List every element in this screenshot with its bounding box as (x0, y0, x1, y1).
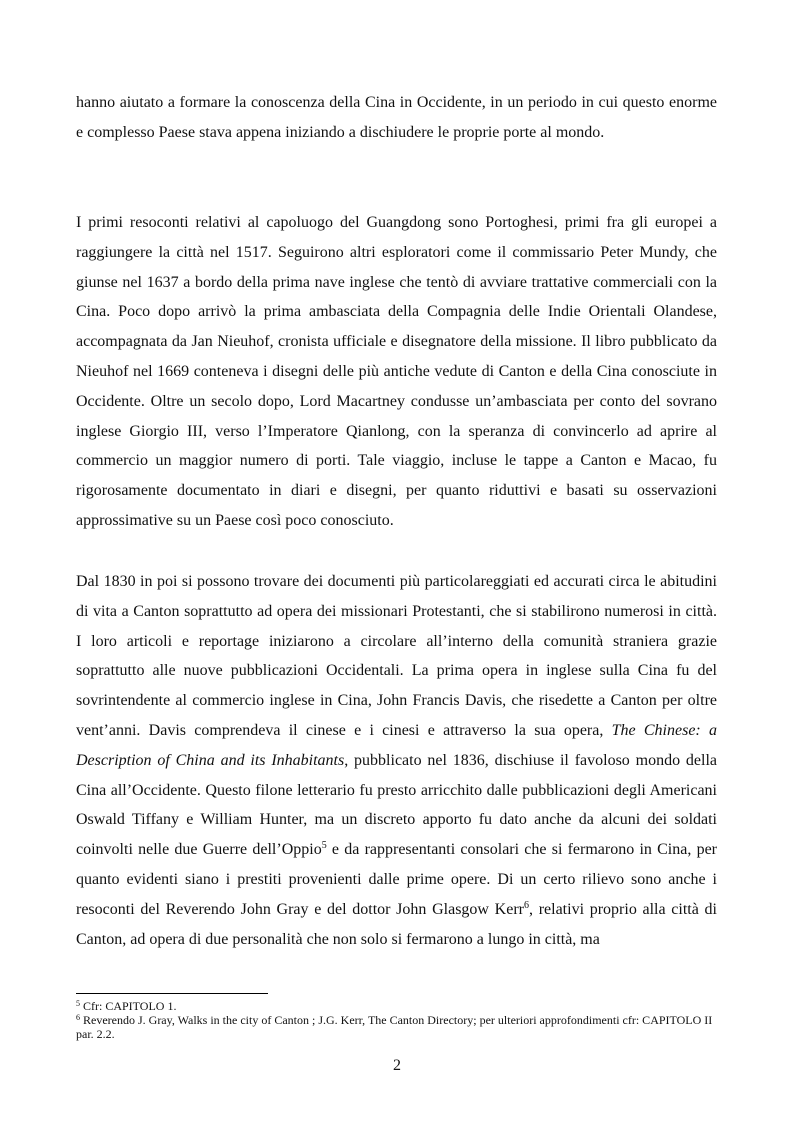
paragraph-2-text: I primi resoconti relativi al capoluogo del Guangdong sono Portoghesi, primi fra gli europei a raggiungere la città nel 1517. Seguirono altri esploratori come il commissario Peter Mundy, che giunse nel 1637 a bordo della prima nave inglese che tentò di avviare trattative commerciali con la Cina. Poco dopo arrivò la prima ambasciata della Compagnia delle Indie Orientali Olandese, accompagnata da Jan Nieuhof, cronista ufficiale e disegnatore della missione. Il libro pubblicato da Nieuhof nel 1669 conteneva i disegni delle più antiche vedute di Canton e della Cina conosciute in Occidente. Oltre un secolo dopo, Lord Macartney condusse un’ambasciata per conto del sovrano inglese Giorgio III, verso l’Imperatore Qianlong, con la speranza di convincerlo ad aprire al commercio un maggior numero di porti. Tale viaggio, incluse le tappe a Canton e Macao, fu rigorosamente documentato in diari e disegni, per quanto riduttivi e basati su osservazioni approssimative su un Paese così poco conosciuto. (76, 214, 717, 529)
footnote-ref-5[interactable]: 5 (321, 840, 327, 852)
page-number: 2 (393, 1057, 401, 1074)
footnote-text: Cfr: CAPITOLO 1. (80, 999, 177, 1013)
paragraph-3-text-part-4: , relativi proprio alla città di Canton, ad opera di due personalità che non solo si fermarono a lungo in città, ma (76, 900, 717, 948)
footnotes (76, 999, 717, 1041)
paragraph-3 (76, 567, 717, 954)
footnote-6 (76, 1013, 717, 1041)
paragraph-1 (76, 88, 717, 148)
paragraph-3-text-part-3: e da rappresentanti consolari che si fermarono in Cina, per quanto evidenti siano i prestiti provenienti dalle prime opere. Di un certo rilievo sono anche i resoconti del Reverendo John Gray e del dottor John Glasgow Kerr (76, 841, 718, 918)
footnote-5 (76, 999, 717, 1013)
paragraph-3-text-part-1: Dal 1830 in poi si possono trovare dei documenti più particolareggiati ed accurati circa le abitudini di vita a Canton soprattutto ad opera dei missionari Protestanti, che si stabilirono numerosi in città. I loro articoli e reportage iniziarono a circolare all’interno della comunità straniera grazie soprattutto alle nuove pubblicazioni Occidentali. La prima opera in inglese sulla Cina fu del sovrintendente al commercio inglese in Cina, John Francis Davis, che risedette a Canton per oltre vent’anni. Davis comprendeva il cinese e i cinesi e attraverso la sua opera, (76, 573, 717, 739)
footnote-number: 5 (76, 999, 80, 1008)
paragraph-3-text-part-2: , pubblicato nel 1836, dischiuse il favoloso mondo della Cina all’Occidente. Questo filone letterario fu presto arricchito dalle pubblicazioni degli Americani Oswald Tiffany e William Hunter, ma un discreto apporto fu dato anche da alcuni dei soldati coinvolti nelle due Guerre dell’Oppio (76, 751, 717, 859)
footnote-number: 6 (76, 1013, 80, 1022)
footnote-separator (76, 993, 268, 994)
footnote-ref-6[interactable]: 6 (524, 899, 529, 911)
book-title: The Chinese: a Description of China and its Inhabitants (76, 721, 718, 769)
paragraph-1-text: hanno aiutato a formare la conoscenza della Cina in Occidente, in un periodo in cui questo enorme e complesso Paese stava appena iniziando a dischiudere le proprie porte al mondo. (76, 94, 717, 141)
paragraph-2 (76, 208, 717, 536)
footnote-text: Reverendo J. Gray, Walks in the city of Canton ; J.G. Kerr, The Canton Directory; per ulteriori approfondimenti cfr: CAPITOLO II par. 2.2. (76, 1013, 713, 1041)
